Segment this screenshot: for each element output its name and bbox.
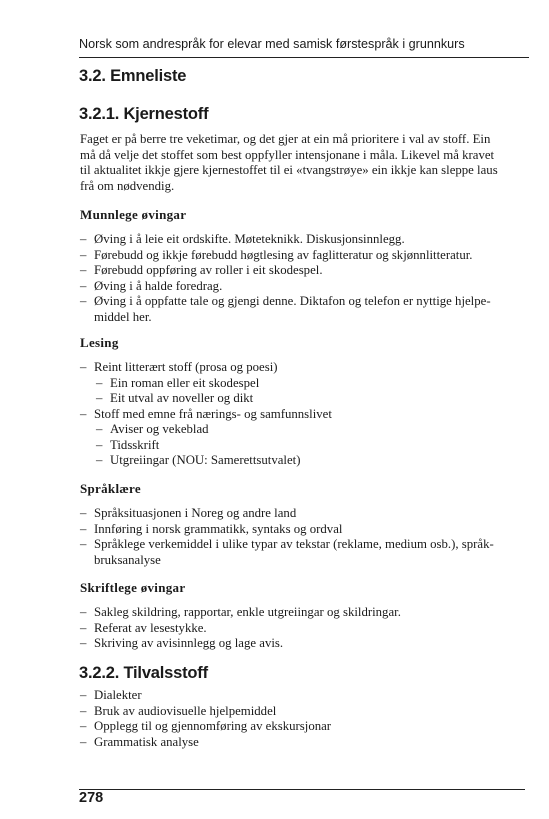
heading-spraklaere: Språklære <box>80 481 141 496</box>
subsection-title-tilvalsstoff: 3.2.2. Tilvalsstoff <box>79 664 208 682</box>
intro-line: til aktualitet ikkje gjere kjernestoffet til ei «tvangstrøye» ein ikkje kan sleppe laus <box>80 163 498 177</box>
header-rule <box>79 57 529 58</box>
list-item-line: middel her. <box>94 309 152 324</box>
list-subitem: – Ein roman eller eit skodespel <box>80 376 532 392</box>
subsection-title-kjernestoff: 3.2.1. Kjernestoff <box>79 105 209 123</box>
list-item-line: – Øving i å oppfatte tale og gjengi denne. Diktafon og telefon er nyttige hjelpe- <box>94 294 491 308</box>
list-item: – Dialekter <box>80 688 532 704</box>
list-subitem: – Aviser og vekeblad <box>80 422 532 438</box>
list-item <box>80 537 532 568</box>
running-head: Norsk som andrespråk for elevar med samisk førstespråk i grunnkurs <box>79 37 465 51</box>
list-item: – Stoff med emne frå nærings- og samfunnslivet <box>80 407 532 423</box>
list-subitem: – Utgreiingar (NOU: Samerettsutvalet) <box>80 453 532 469</box>
footer-rule <box>79 789 525 790</box>
list-item: – Språksituasjonen i Noreg og andre land <box>80 506 532 522</box>
list-spraklaere <box>80 506 532 568</box>
heading-skriftlege-ovingar: Skriftlege øvingar <box>80 580 186 595</box>
list-lesing <box>80 360 532 469</box>
list-item-line: bruksanalyse <box>94 552 161 567</box>
heading-munnlege-ovingar: Munnlege øvingar <box>80 207 187 222</box>
list-munnlege-ovingar <box>80 232 532 325</box>
list-item: – Skriving av avisinnlegg og lage avis. <box>80 636 532 652</box>
list-item: – Øving i å leie eit ordskifte. Møteteknikk. Diskusjonsinnlegg. <box>80 232 532 248</box>
list-item-line: – Språklege verkemiddel i ulike typar av tekstar (reklame, medium osb.), språk- <box>94 537 494 551</box>
list-skriftlege-ovingar <box>80 605 532 652</box>
list-item: – Innføring i norsk grammatikk, syntaks og ordval <box>80 522 532 538</box>
list-item: – Førebudd oppføring av roller i eit skodespel. <box>80 263 532 279</box>
intro-line: frå om nødvendig. <box>80 178 175 193</box>
list-item: – Opplegg til og gjennomføring av ekskursjonar <box>80 719 532 735</box>
heading-lesing: Lesing <box>80 335 119 350</box>
list-item: – Sakleg skildring, rapportar, enkle utgreiingar og skildringar. <box>80 605 532 621</box>
list-item <box>80 294 532 325</box>
list-item: – Førebudd og ikkje førebudd høgtlesing av faglitteratur og skjønnlitteratur. <box>80 248 532 264</box>
list-item: – Grammatisk analyse <box>80 735 532 751</box>
list-tilvalsstoff <box>80 688 532 750</box>
list-item: – Referat av lesestykke. <box>80 621 532 637</box>
intro-paragraph <box>80 132 530 194</box>
intro-line: Faget er på berre tre veketimar, og det gjer at ein må prioritere i val av stoff. Ein <box>80 132 491 146</box>
list-item: – Reint litterært stoff (prosa og poesi) <box>80 360 532 376</box>
list-item: – Øving i å halde foredrag. <box>80 279 532 295</box>
section-title: 3.2. Emneliste <box>79 67 187 85</box>
page-number: 278 <box>79 790 104 806</box>
list-subitem: – Eit utval av noveller og dikt <box>80 391 532 407</box>
intro-line: må då velje det stoffet som best oppfyller intensjonane i måla. Likevel må kravet <box>80 147 495 162</box>
list-subitem: – Tidsskrift <box>80 438 532 454</box>
list-item: – Bruk av audiovisuelle hjelpemiddel <box>80 704 532 720</box>
